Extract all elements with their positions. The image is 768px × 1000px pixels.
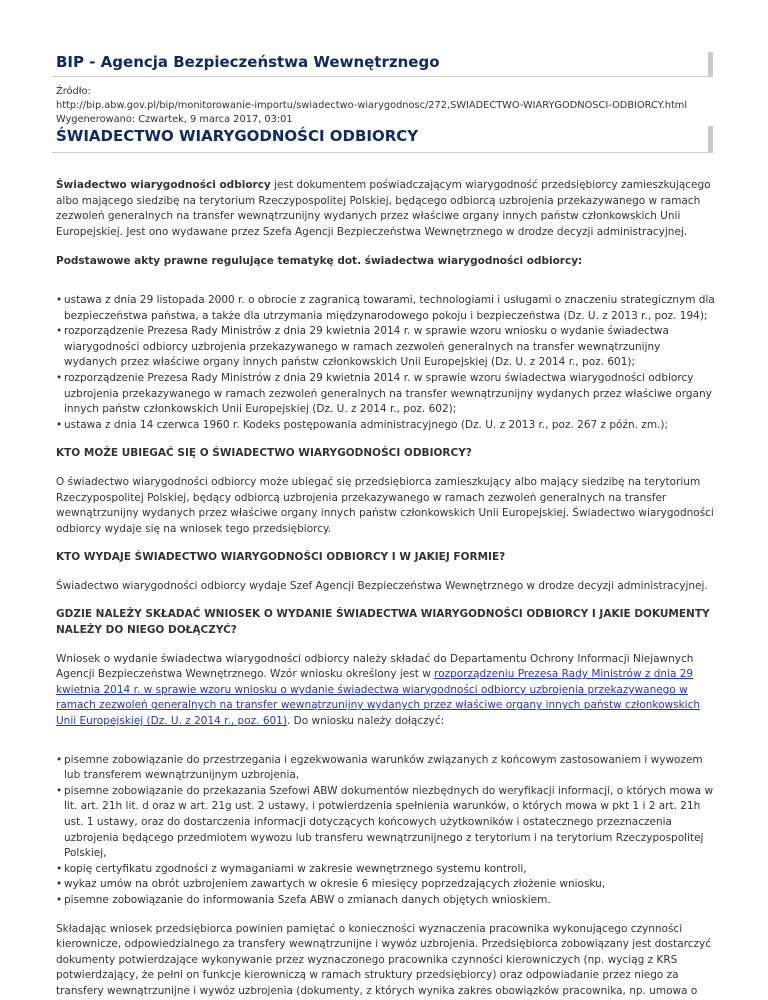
list-item — [64, 784, 716, 862]
list-item-line: lit. art. 21h lit. d oraz w art. 21g ust. 2 ustawy, i potwierdzenia spełnienia warunków, o których mowa w pkt 1 i 2 art. 21h — [64, 800, 701, 813]
list-item — [64, 418, 716, 434]
paragraph-line: wewnątrzunijny wydanych przez właściwe organy innych państw członkowskich Unii Europejskiej. Świadectwo wiarygodności — [56, 507, 714, 520]
list-item-line: • rozporządzenie Prezesa Rady Ministrów z dnia 29 kwietnia 2014 r. w sprawie wzoru wniosku o wydanie świadectwa — [64, 325, 669, 338]
list-item — [64, 371, 716, 418]
intro-line: Europejskiej. Jest ono wydawane przez Szefa Agencji Bezpieczeństwa Wewnętrznego w drodze decyzji administracyjnej. — [56, 225, 688, 238]
source-label: Źródło: — [56, 86, 91, 97]
list-item — [64, 293, 716, 324]
list-item-line: • pisemne zobowiązanie do przekazania Szefowi ABW dokumentów niezbędnych do weryfikacji informacji, o których mowa w — [64, 784, 714, 797]
list-item-line: bezpieczeństwa państwa, a także dla utrzymania międzynarodowego pokoju i bezpieczeństwa (Dz. U. z 2013 r., poz. 194); — [64, 309, 708, 322]
list-item-line: wiarygodności odbiorcy uzbrojenia przekazywanego w ramach zezwoleń generalnych na transfer wewnątrzunijny — [64, 340, 661, 353]
legal-heading: Podstawowe akty prawne regulujące tematykę dot. świadectwa wiarygodności odbiorcy: — [56, 255, 583, 268]
intro-line: zezwoleń generalnych na transfer wewnątrzunijny wydanych przez właściwe organy innych państw członkowskich Unii — [56, 210, 681, 223]
list-item-line: • ustawa z dnia 14 czerwca 1960 r. Kodeks postępowania administracyjnego (Dz. U. z 2013 r., poz. 267 z późn. zm.); — [64, 418, 669, 431]
paragraph-line: kierownicze, odpowiedzialnego za transfery wewnątrzunijne i wywóz uzbrojenia. Przedsiębiorca zobowiązany jest dostarczyć — [56, 938, 712, 951]
paragraph-line: transfery wewnątrzunijne i wywóz uzbrojenia (dokumenty, z których wynika zakres obowiązków pracownika, np. umowa o — [56, 984, 698, 997]
site-header — [52, 52, 713, 77]
list-item-line: wydanych przez właściwe organy innych państw członkowskich Unii Europejskiej (Dz. U. z 2014 r., poz. 601); — [64, 356, 636, 369]
paragraph-text: . Do wniosku należy dołączyć: — [286, 715, 445, 728]
intro-bold-term: Świadectwo wiarygodności odbiorcy — [56, 179, 271, 191]
paragraph-line: potwierdzający, że pełni on funkcje kierowniczą w ramach struktury przedsiębiorcy) oraz odpowiadanie przez niego za — [56, 969, 679, 982]
doc-title: ŚWIADECTWO WIARYGODNOŚCI ODBIORCY — [56, 127, 419, 145]
list-item-line: Polskiej, — [64, 847, 107, 860]
list-item — [64, 893, 716, 909]
list-item-line: ust. 1 ustawy, oraz do dostarczenia informacji dotyczących końcowych użytkowników i ostatecznego przeznaczenia — [64, 816, 672, 828]
paragraph-line: dokumenty potwierdzające wykonywanie przez wyznaczonego pracownika czynności kierowniczych (np. wyciąg z KRS — [56, 953, 678, 966]
paragraph-line: Wniosek o wydanie świadectwa wiarygodności odbiorcy należy składać do Departamentu Ochrony Informacji Niejawnych — [56, 652, 694, 665]
heading-line: GDZIE NALEŻY SKŁADAĆ WNIOSEK O WYDANIE ŚWIADECTWA WIARYGODNOŚCI ODBIORCY I JAKIE DOKUMENTY — [56, 608, 710, 621]
doc-header — [52, 126, 713, 153]
closing-paragraph — [56, 922, 716, 1000]
heading-line: NALEŻY DO NIEGO DOŁĄCZYĆ? — [56, 624, 237, 637]
list-item — [64, 862, 716, 878]
meta-info — [56, 85, 687, 127]
section-heading: KTO WYDAJE ŚWIADECTWO WIARYGODNOŚCI ODBIORCY I W JAKIEJ FORMIE? — [56, 551, 506, 564]
list-item-line: • rozporządzenie Prezesa Rady Ministrów z dnia 29 kwietnia 2014 r. w sprawie wzoru świadectwa wiarygodności odbiorcy — [64, 371, 694, 384]
regulation-link[interactable]: kwietnia 2014 r. w sprawie wzoru wniosku o wydanie świadectwa wiarygodności odbiorcy uzbrojenia przekazywanego w — [56, 683, 688, 696]
list-item-line: uzbrojenia będącego przedmiotem wywozu lub transferu wewnątrzunijnego z terytorium i na terytorium Rzeczypospolitej — [64, 831, 704, 844]
paragraph-text: Agencji Bezpieczeństwa Wewnętrznego. Wzór wniosku określony jest w — [56, 668, 435, 681]
list-item-line: • pisemne zobowiązanie do informowania Szefa ABW o zmianach danych objętych wnioskiem. — [64, 893, 551, 906]
documents-list — [56, 753, 716, 909]
section-paragraph — [56, 475, 716, 537]
generated-date: Wygenerowano: Czwartek, 9 marca 2017, 03:01 — [56, 114, 293, 125]
list-item-line: uzbrojenia przekazywanego w ramach zezwoleń generalnych na transfer wewnątrzunijny wydanych przez właściwe organy — [64, 387, 712, 400]
list-item-line: • kopię certyfikatu zgodności z wymaganiami w zakresie wewnętrznego systemu kontroli, — [64, 862, 527, 875]
paragraph-line: Świadectwo wiarygodności odbiorcy wydaje Szef Agencji Bezpieczeństwa Wewnętrznego w drodze decyzji administracyjnej. — [56, 579, 708, 592]
intro-line: jest dokumentem poświadczającym wiarygodność przedsiębiorcy zamieszkującego — [270, 179, 711, 191]
intro-line: albo mającego siedzibę na terytorium Rzeczypospolitej Polskiej, będącego odbiorcą uzbrojenia przekazywanego w ramach — [56, 194, 701, 207]
paragraph-line: Składając wniosek przedsiębiorca powinien pamiętać o konieczności wyznaczenia pracownika wykonującego czynności — [56, 922, 683, 935]
list-item-line: • pisemne zobowiązanie do przestrzegania i egzekwowania warunków związanych z końcowym zastosowaniem i wywozem — [64, 753, 703, 766]
list-item-line: lub transferem wewnątrzunijnym uzbrojenia, — [64, 769, 300, 782]
paragraph-line: O świadectwo wiarygodności odbiorcy może ubiegać się przedsiębiorca zamieszkujący albo mający siedzibę na terytorium — [56, 475, 701, 488]
paragraph-line: odbiorcy wydaje się na wniosek tego przedsiębiorcy. — [56, 522, 332, 535]
source-url: http://bip.abw.gov.pl/bip/monitorowanie-importu/swiadectwo-wiarygodnosc/272,SWIADECTWO-WIARYGODNOSCI-ODBIORCY.html — [56, 100, 688, 111]
legal-list — [56, 293, 716, 433]
regulation-link[interactable]: Unii Europejskiej (Dz. U. z 2014 r., poz. 601) — [56, 715, 287, 728]
list-item-line: • wykaz umów na obrót uzbrojeniem zawartych w okresie 6 miesięcy poprzedzających złożenie wniosku, — [64, 878, 606, 891]
article-content — [56, 178, 716, 1000]
section-heading — [56, 607, 716, 638]
site-title: BIP - Agencja Bezpieczeństwa Wewnętrznego — [56, 53, 440, 71]
section-paragraph — [56, 652, 716, 730]
section-heading: KTO MOŻE UBIEGAĆ SIĘ O ŚWIADECTWO WIARYGODNOŚCI ODBIORCY? — [56, 447, 472, 460]
regulation-link[interactable]: rozporządzeniu Prezesa Rady Ministrów z dnia 29 — [434, 668, 694, 681]
section-paragraph — [56, 579, 716, 595]
list-item-line: innych państw członkowskich Unii Europejskiej (Dz. U. z 2014 r., poz. 602); — [64, 403, 457, 416]
paragraph-line: Rzeczypospolitej Polskiej, będący odbiorcą uzbrojenia przekazywanego w ramach zezwoleń generalnych na transfer — [56, 491, 667, 504]
list-item-line: • ustawa z dnia 29 listopada 2000 r. o obrocie z zagranicą towarami, technologiami i usługami o znaczeniu strategicznym dla — [64, 293, 715, 306]
regulation-link[interactable]: ramach zezwoleń generalnych na transfer wewnątrzunijny wydanych przez właściwe organy innych państw członkowskich — [56, 699, 701, 712]
list-item — [64, 877, 716, 893]
list-item — [64, 753, 716, 784]
intro-paragraph — [56, 178, 716, 240]
list-item — [64, 324, 716, 371]
